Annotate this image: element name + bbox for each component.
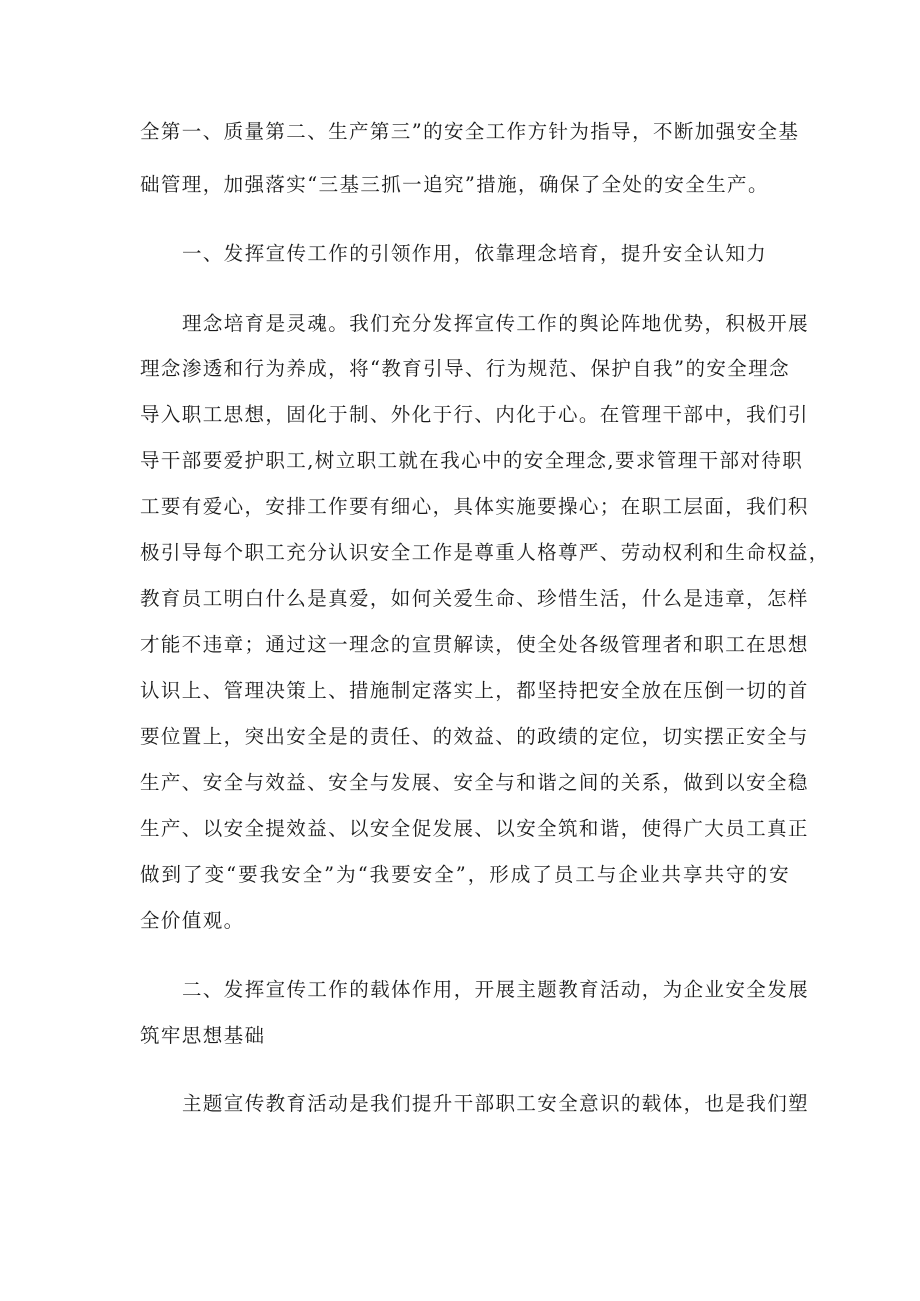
section-heading-2-cont: 筑牢思想基础 — [140, 1024, 266, 1047]
paragraph-line: 础管理，加强落实“三基三抓一追究”措施，确保了全处的安全生产。 — [140, 173, 769, 196]
paragraph-line: 生产、安全与效益、安全与发展、安全与和谐之间的关系，做到以安全稳 — [140, 771, 809, 794]
paragraph-line: 生产、以安全提效益、以安全促发展、以安全筑和谐，使得广大员工真正 — [140, 817, 809, 840]
paragraph-line: 理念培育是灵魂。我们充分发挥宣传工作的舆论阵地优势，积极开展 — [182, 312, 810, 335]
paragraph-line: 工要有爱心，安排工作要有细心，具体实施要操心；在职工层面，我们积 — [140, 495, 809, 518]
paragraph-line: 要位置上，突出安全是的责任、的效益、的政绩的定位，切实摆正安全与 — [140, 725, 809, 748]
paragraph-line: 认识上、管理决策上、措施制定落实上，都坚持把安全放在压倒一切的首 — [140, 679, 809, 702]
paragraph-line: 做到了变“要我安全”为“我要安全”，形成了员工与企业共享共守的安 — [140, 863, 790, 886]
paragraph-line: 导干部要爱护职工,树立职工就在我心中的安全理念,要求管理干部对待职 — [140, 449, 804, 472]
paragraph-line: 全第一、质量第二、生产第三”的安全工作方针为指导，不断加强安全基 — [140, 120, 800, 143]
section-heading-2: 二、发挥宣传工作的载体作用，开展主题教育活动，为企业安全发展 — [182, 978, 810, 1001]
paragraph-line: 才能不违章；通过这一理念的宣贯解读，使全处各级管理者和职工在思想 — [140, 633, 809, 656]
section-heading-1: 一、发挥宣传工作的引领作用，依靠理念培育，提升安全认知力 — [182, 242, 768, 265]
paragraph-line: 主题宣传教育活动是我们提升干部职工安全意识的载体，也是我们塑 — [182, 1092, 810, 1115]
paragraph-line: 理念渗透和行为养成，将“教育引导、行为规范、保护自我”的安全理念 — [140, 357, 790, 380]
paragraph-line: 极引导每个职工充分认识安全工作是尊重人格尊严、劳动权利和生命权益， — [140, 541, 830, 564]
paragraph-line: 导入职工思想，固化于制、外化于行、内化于心。在管理干部中，我们引 — [140, 403, 809, 426]
paragraph-line: 全价值观。 — [140, 909, 245, 932]
paragraph-line: 教育员工明白什么是真爱，如何关爱生命、珍惜生活，什么是违章，怎样 — [140, 587, 809, 610]
